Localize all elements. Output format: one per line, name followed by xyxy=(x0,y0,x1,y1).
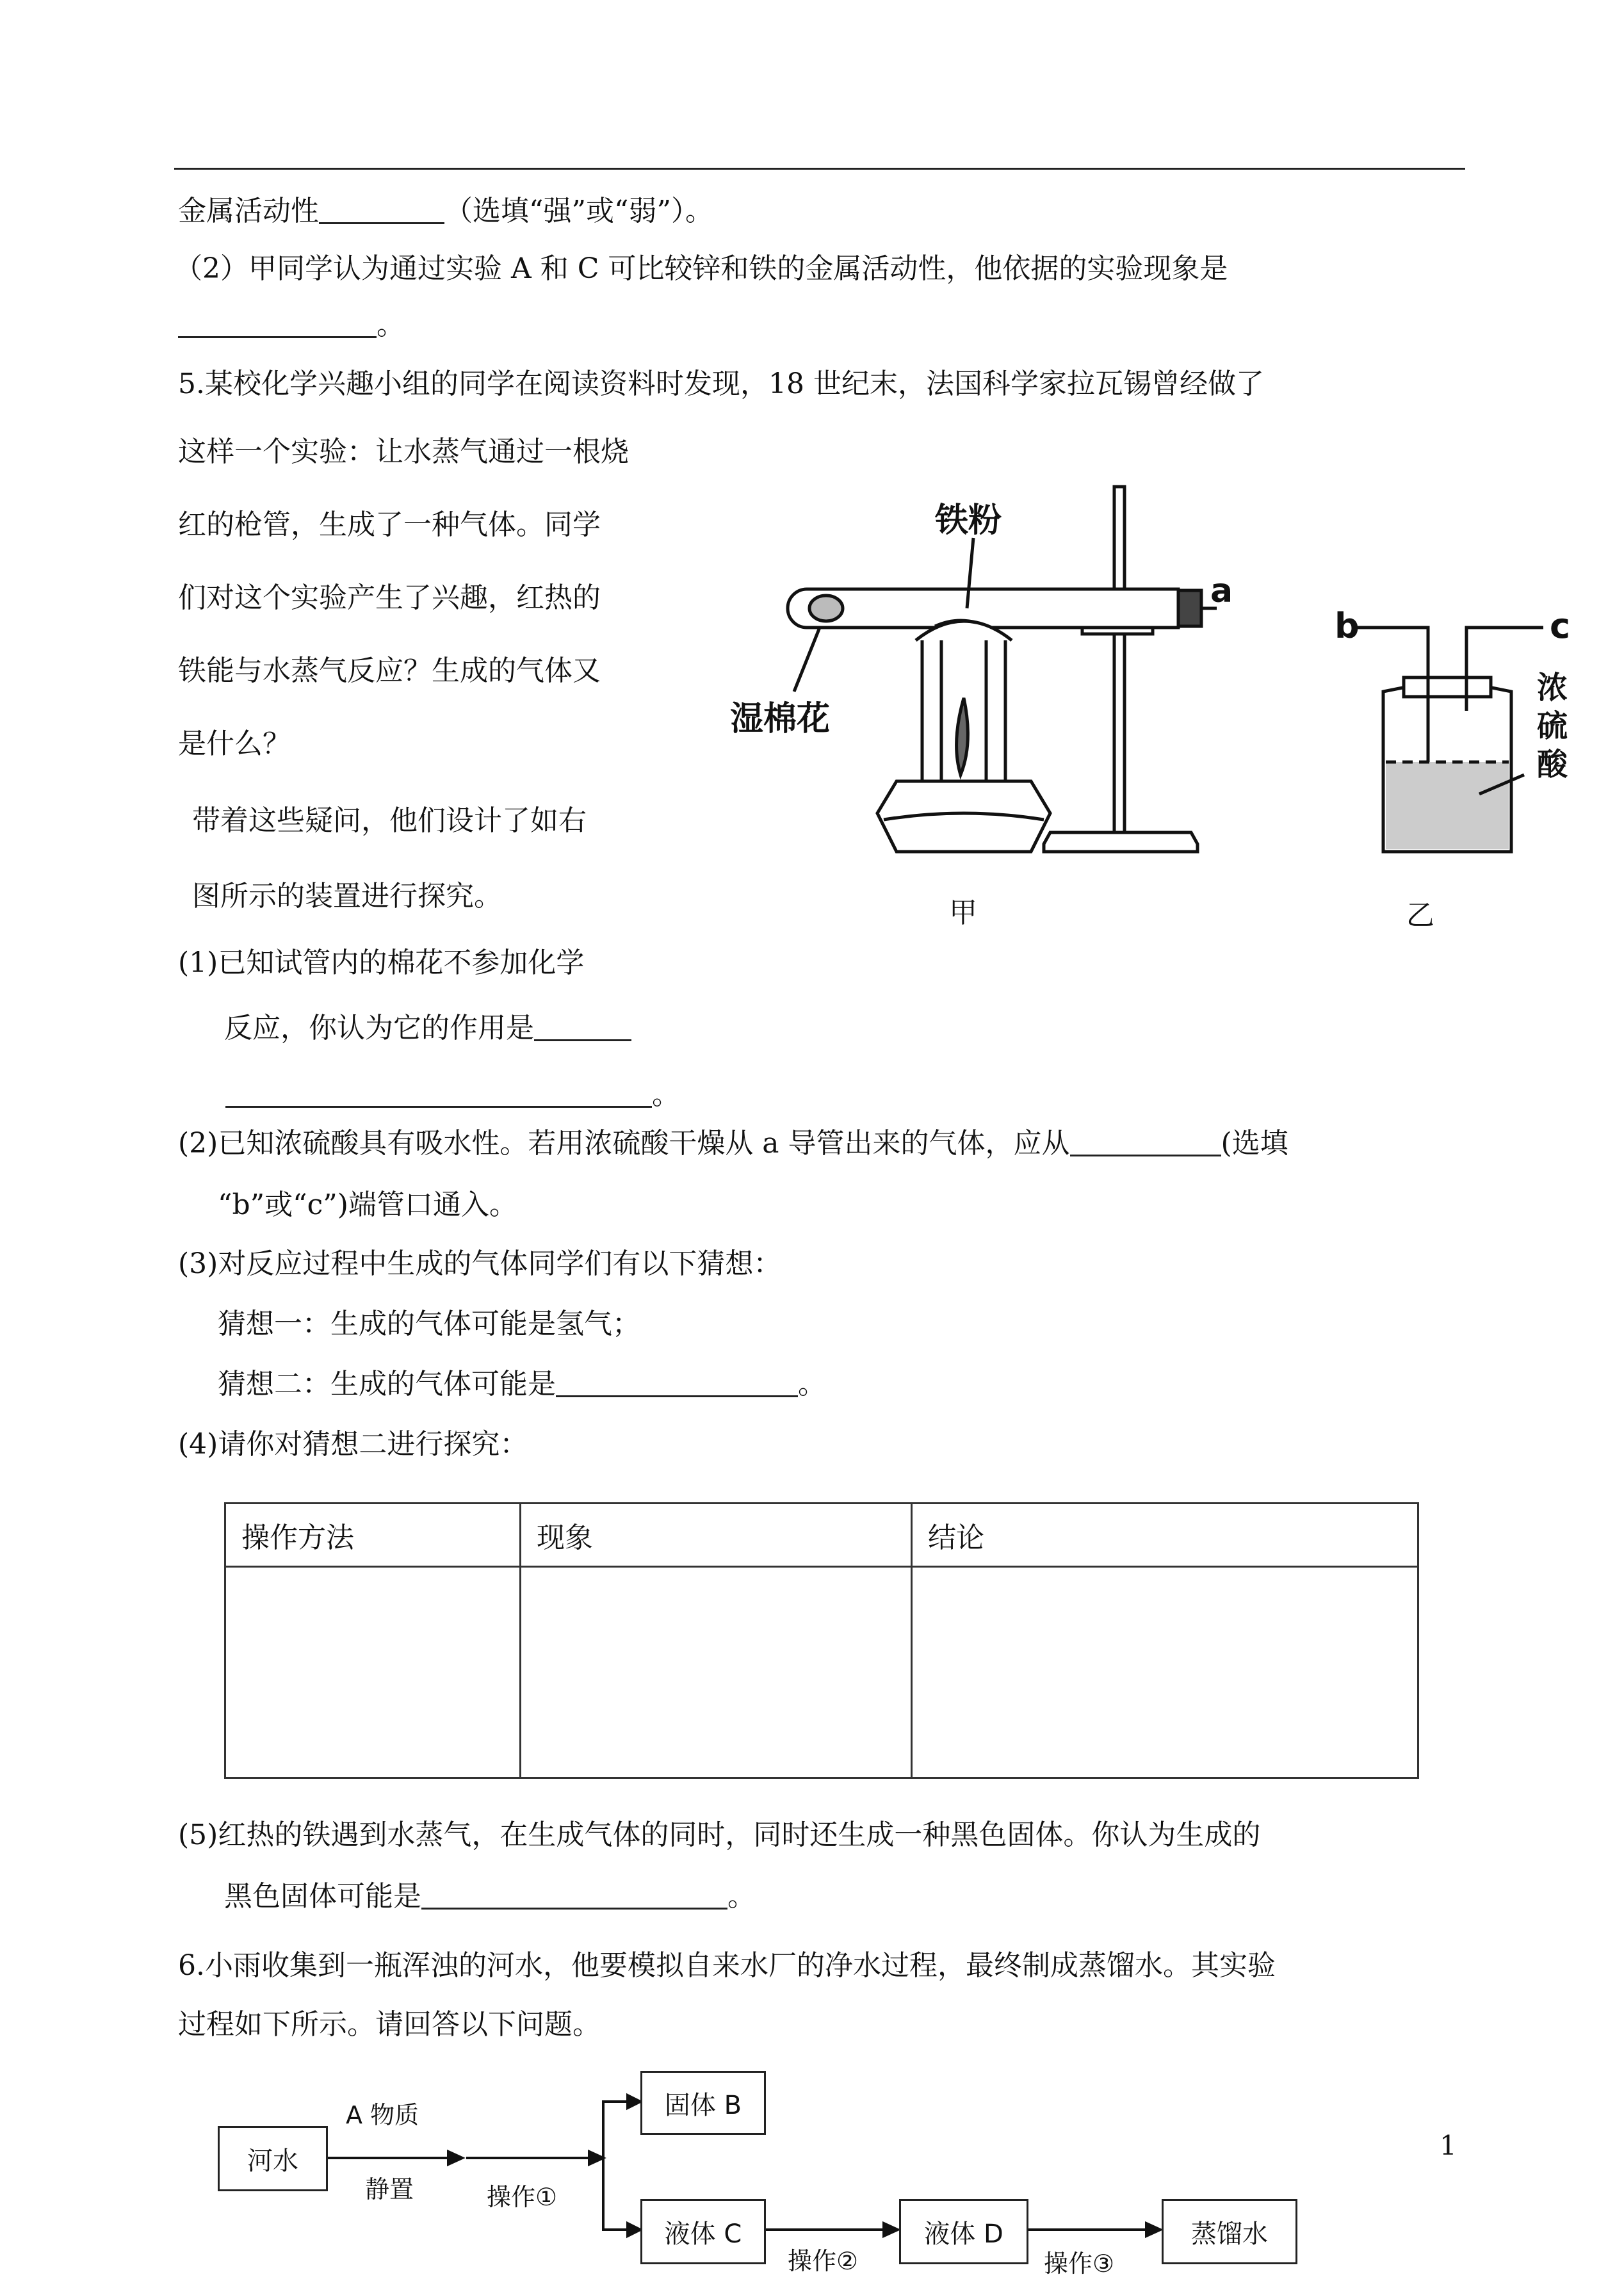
answer-blank[interactable] xyxy=(225,1079,652,1108)
q5-5-line-b xyxy=(224,1877,756,1916)
guess-2-text: 猜想二：生成的气体可能是 xyxy=(218,1368,556,1400)
port-b-label: b xyxy=(1335,606,1360,646)
answer-blank[interactable] xyxy=(319,195,444,224)
q5-line-6: 是什么？ xyxy=(178,727,291,760)
q6-line-2: 过程如下所示。请回答以下问题。 xyxy=(178,2008,601,2041)
period: 。 xyxy=(652,1078,680,1111)
flow-box-solid-b: 固体 B xyxy=(640,2071,766,2135)
q5-2-line-b: “b”或“c”)端管口通入。 xyxy=(218,1188,517,1221)
wet-cotton-label: 湿棉花 xyxy=(730,700,831,738)
q5-intro: 5.某校化学兴趣小组的同学在阅读资料时发现，18 世纪末，法国科学家拉瓦锡曾经做了 xyxy=(178,368,1264,400)
period: 。 xyxy=(377,309,405,341)
investigation-table xyxy=(224,1502,1419,1779)
purification-flow xyxy=(211,2062,1313,2280)
period: 。 xyxy=(727,1880,756,1913)
apparatus-jia-drawing xyxy=(704,474,1233,871)
q6-line-1: 6.小雨收集到一瓶浑浊的河水，他要模拟自来水厂的净水过程，最终制成蒸馏水。其实验 xyxy=(178,1949,1276,1982)
q5-4-line: (4)请你对猜想二进行探究： xyxy=(178,1428,528,1461)
flow-box-distilled: 蒸馏水 xyxy=(1162,2199,1297,2264)
flow-label-op3: 操作③ xyxy=(1044,2250,1115,2278)
q4-text-hint: （选填“强”或“弱”）。 xyxy=(444,195,713,227)
answer-blank[interactable] xyxy=(421,1881,727,1910)
page-number: 1 xyxy=(1440,2130,1457,2161)
flow-box-liquid-c: 液体 C xyxy=(640,2199,766,2264)
apparatus-jia xyxy=(704,474,1233,871)
header-rule xyxy=(174,168,1465,170)
answer-blank[interactable] xyxy=(1070,1128,1221,1156)
flow-label-op1: 操作① xyxy=(487,2183,558,2211)
acid-label-2: 硫 xyxy=(1537,708,1568,744)
flow-box-river: 河水 xyxy=(218,2126,328,2191)
table-cell-method[interactable] xyxy=(225,1567,521,1778)
period: 。 xyxy=(798,1368,826,1400)
q5-1-line-c xyxy=(225,1076,680,1114)
flow-label-reagent: A 物质 xyxy=(346,2101,419,2129)
q5-1-text: 反应，你认为它的作用是 xyxy=(224,1012,534,1044)
q5-line-5: 铁能与水蒸气反应？生成的气体又 xyxy=(178,654,601,687)
q4-line-1 xyxy=(178,192,713,231)
port-c-label: c xyxy=(1550,606,1571,646)
q4-text: 金属活动性 xyxy=(178,195,319,227)
acid-label-1: 浓 xyxy=(1537,670,1568,706)
table-cell-phenomenon[interactable] xyxy=(521,1567,912,1778)
table-header-conclusion: 结论 xyxy=(912,1504,1418,1567)
q5-5-text: 黑色固体可能是 xyxy=(224,1880,421,1913)
q4-line-2: （2）甲同学认为通过实验 A 和 C 可比较锌和铁的金属活动性，他依据的实验现象是 xyxy=(174,252,1228,285)
q5-line-4: 们对这个实验产生了兴趣，红热的 xyxy=(178,581,601,614)
q5-2-hint: (选填 xyxy=(1221,1127,1288,1160)
caption-jia: 甲 xyxy=(949,896,977,929)
caption-yi: 乙 xyxy=(1406,899,1434,932)
q5-1-line-b xyxy=(224,1009,631,1048)
flow-label-op2: 操作② xyxy=(788,2247,859,2275)
q5-line-2: 这样一个实验：让水蒸气通过一根烧 xyxy=(178,435,629,468)
q5-2-text: (2)已知浓硫酸具有吸水性。若用浓硫酸干燥从 a 导管出来的气体，应从 xyxy=(178,1127,1070,1160)
flow-label-settle: 静置 xyxy=(365,2175,414,2203)
q5-1-line-a: (1)已知试管内的棉花不参加化学 xyxy=(178,946,585,979)
apparatus-yi-drawing xyxy=(1332,602,1588,871)
answer-blank[interactable] xyxy=(534,1012,631,1041)
q5-line-7: 带着这些疑问，他们设计了如右 xyxy=(192,804,587,837)
port-a-label: a xyxy=(1210,572,1233,610)
guess-2 xyxy=(218,1365,826,1404)
iron-powder-label: 铁粉 xyxy=(935,501,1002,540)
q4-line-3 xyxy=(178,306,405,345)
q5-3-line: (3)对反应过程中生成的气体同学们有以下猜想： xyxy=(178,1247,782,1280)
guess-1: 猜想一：生成的气体可能是氢气； xyxy=(218,1308,640,1340)
flow-box-liquid-d: 液体 D xyxy=(899,2199,1028,2264)
answer-blank[interactable] xyxy=(556,1368,798,1397)
acid-label-3: 酸 xyxy=(1537,747,1568,783)
table-header-method: 操作方法 xyxy=(225,1504,521,1567)
table-header-phenomenon: 现象 xyxy=(521,1504,912,1567)
answer-blank[interactable] xyxy=(178,309,377,338)
q5-5-line-a: (5)红热的铁遇到水蒸气，在生成气体的同时，同时还生成一种黑色固体。你认为生成的 xyxy=(178,1819,1261,1851)
q5-line-8: 图所示的装置进行探究。 xyxy=(192,880,502,912)
table-cell-conclusion[interactable] xyxy=(912,1567,1418,1778)
q5-2-line-a xyxy=(178,1124,1288,1163)
apparatus-yi xyxy=(1332,602,1588,871)
q5-line-3: 红的枪管，生成了一种气体。同学 xyxy=(178,508,601,541)
